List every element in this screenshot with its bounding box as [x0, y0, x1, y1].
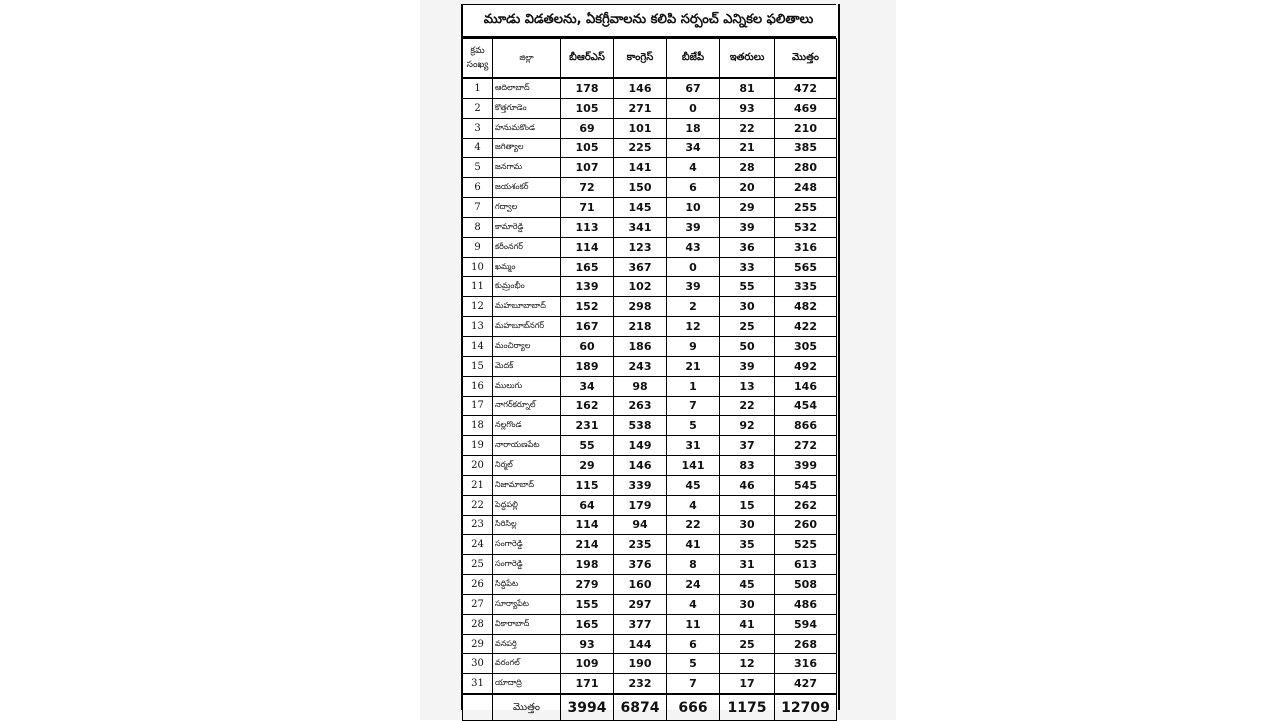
table-row [463, 297, 837, 317]
cell-congress: 298 [614, 297, 667, 317]
cell-bjp: 5 [667, 654, 720, 674]
cell-congress: 102 [614, 277, 667, 297]
cell-total: 316 [775, 654, 837, 674]
cell-total: 146 [775, 376, 837, 396]
cell-congress: 186 [614, 336, 667, 356]
table-row [463, 634, 837, 654]
cell-congress: 377 [614, 614, 667, 634]
cell-sno: 26 [463, 575, 493, 595]
cell-brs: 34 [561, 376, 614, 396]
cell-congress: 271 [614, 98, 667, 118]
cell-sno: 2 [463, 98, 493, 118]
cell-brs: 60 [561, 336, 614, 356]
cell-district: ములుగు [493, 376, 561, 396]
cell-bjp: 8 [667, 555, 720, 575]
table-row [463, 98, 837, 118]
table-row [463, 436, 837, 456]
cell-congress: 235 [614, 535, 667, 555]
cell-district: వికారాబాద్ [493, 614, 561, 634]
cell-total: 525 [775, 535, 837, 555]
cell-others: 29 [720, 198, 775, 218]
cell-congress: 341 [614, 217, 667, 237]
table-row [463, 317, 837, 337]
cell-district: సిద్దిపేట [493, 575, 561, 595]
totals-congress: 6874 [614, 694, 667, 721]
cell-brs: 152 [561, 297, 614, 317]
cell-total: 482 [775, 297, 837, 317]
cell-others: 13 [720, 376, 775, 396]
cell-district: కామారెడ్డి [493, 217, 561, 237]
cell-congress: 146 [614, 456, 667, 476]
cell-bjp: 4 [667, 594, 720, 614]
cell-sno: 15 [463, 356, 493, 376]
table-row [463, 396, 837, 416]
cell-sno: 29 [463, 634, 493, 654]
cell-district: వరంగల్ [493, 654, 561, 674]
cell-total: 545 [775, 475, 837, 495]
cell-bjp: 7 [667, 674, 720, 694]
cell-sno: 27 [463, 594, 493, 614]
cell-others: 83 [720, 456, 775, 476]
cell-brs: 178 [561, 78, 614, 98]
cell-brs: 93 [561, 634, 614, 654]
table-row [463, 257, 837, 277]
table-row [463, 336, 837, 356]
table-row [463, 138, 837, 158]
table-row [463, 118, 837, 138]
cell-district: సంగారెడ్డి [493, 555, 561, 575]
cell-congress: 297 [614, 594, 667, 614]
cell-sno: 24 [463, 535, 493, 555]
cell-others: 55 [720, 277, 775, 297]
cell-total: 316 [775, 237, 837, 257]
cell-others: 92 [720, 416, 775, 436]
header-bjp: బీజేపీ [667, 39, 720, 79]
cell-brs: 167 [561, 317, 614, 337]
table-row [463, 158, 837, 178]
cell-total: 280 [775, 158, 837, 178]
cell-others: 28 [720, 158, 775, 178]
cell-bjp: 67 [667, 78, 720, 98]
cell-district: నల్లగొండ [493, 416, 561, 436]
cell-bjp: 11 [667, 614, 720, 634]
cell-total: 469 [775, 98, 837, 118]
cell-others: 25 [720, 317, 775, 337]
cell-bjp: 39 [667, 217, 720, 237]
cell-others: 30 [720, 594, 775, 614]
cell-sno: 13 [463, 317, 493, 337]
cell-brs: 162 [561, 396, 614, 416]
cell-congress: 98 [614, 376, 667, 396]
header-sno: క్రమ సంఖ్య [463, 39, 493, 79]
cell-brs: 113 [561, 217, 614, 237]
cell-district: నిర్మల్ [493, 456, 561, 476]
cell-district: సూర్యాపేట [493, 594, 561, 614]
cell-others: 12 [720, 654, 775, 674]
cell-sno: 28 [463, 614, 493, 634]
cell-sno: 14 [463, 336, 493, 356]
cell-brs: 115 [561, 475, 614, 495]
cell-brs: 109 [561, 654, 614, 674]
table-row [463, 376, 837, 396]
cell-congress: 146 [614, 78, 667, 98]
cell-others: 41 [720, 614, 775, 634]
cell-bjp: 141 [667, 456, 720, 476]
cell-total: 335 [775, 277, 837, 297]
cell-total: 565 [775, 257, 837, 277]
cell-brs: 214 [561, 535, 614, 555]
cell-district: యాదాద్రి [493, 674, 561, 694]
cell-total: 385 [775, 138, 837, 158]
cell-district: వనపర్తి [493, 634, 561, 654]
cell-sno: 22 [463, 495, 493, 515]
table-row [463, 456, 837, 476]
cell-others: 22 [720, 396, 775, 416]
cell-bjp: 10 [667, 198, 720, 218]
cell-sno: 18 [463, 416, 493, 436]
cell-district: మెదక్ [493, 356, 561, 376]
cell-bjp: 12 [667, 317, 720, 337]
cell-bjp: 7 [667, 396, 720, 416]
cell-congress: 538 [614, 416, 667, 436]
cell-bjp: 6 [667, 178, 720, 198]
cell-total: 210 [775, 118, 837, 138]
cell-district: మహబూబాబాద్ [493, 297, 561, 317]
cell-others: 33 [720, 257, 775, 277]
cell-brs: 279 [561, 575, 614, 595]
cell-total: 260 [775, 515, 837, 535]
cell-congress: 160 [614, 575, 667, 595]
cell-bjp: 34 [667, 138, 720, 158]
cell-congress: 123 [614, 237, 667, 257]
cell-total: 427 [775, 674, 837, 694]
cell-brs: 171 [561, 674, 614, 694]
cell-sno: 11 [463, 277, 493, 297]
cell-bjp: 5 [667, 416, 720, 436]
cell-total: 262 [775, 495, 837, 515]
cell-brs: 72 [561, 178, 614, 198]
cell-bjp: 18 [667, 118, 720, 138]
totals-label: మొత్తం [493, 694, 561, 721]
cell-congress: 339 [614, 475, 667, 495]
table-row [463, 575, 837, 595]
cell-congress: 149 [614, 436, 667, 456]
cell-district: సంగారెడ్డి [493, 535, 561, 555]
cell-congress: 367 [614, 257, 667, 277]
cell-others: 39 [720, 217, 775, 237]
cell-sno: 5 [463, 158, 493, 178]
cell-bjp: 21 [667, 356, 720, 376]
cell-bjp: 43 [667, 237, 720, 257]
cell-bjp: 0 [667, 257, 720, 277]
cell-brs: 139 [561, 277, 614, 297]
cell-district: ఖమ్మం [493, 257, 561, 277]
cell-congress: 190 [614, 654, 667, 674]
cell-brs: 231 [561, 416, 614, 436]
cell-total: 472 [775, 78, 837, 98]
cell-brs: 198 [561, 555, 614, 575]
cell-sno: 6 [463, 178, 493, 198]
cell-total: 486 [775, 594, 837, 614]
table-row [463, 674, 837, 694]
cell-congress: 218 [614, 317, 667, 337]
cell-district: కొత్తగూడెం [493, 98, 561, 118]
cell-bjp: 31 [667, 436, 720, 456]
cell-others: 15 [720, 495, 775, 515]
cell-others: 93 [720, 98, 775, 118]
cell-total: 305 [775, 336, 837, 356]
cell-brs: 114 [561, 237, 614, 257]
table-row [463, 178, 837, 198]
cell-total: 613 [775, 555, 837, 575]
totals-brs: 3994 [561, 694, 614, 721]
cell-sno: 12 [463, 297, 493, 317]
table-row [463, 515, 837, 535]
table-row [463, 614, 837, 634]
cell-congress: 150 [614, 178, 667, 198]
table-row [463, 495, 837, 515]
table-row [463, 654, 837, 674]
cell-district: హనుమకొండ [493, 118, 561, 138]
cell-total: 492 [775, 356, 837, 376]
cell-others: 30 [720, 515, 775, 535]
table-row [463, 475, 837, 495]
cell-brs: 105 [561, 138, 614, 158]
cell-total: 866 [775, 416, 837, 436]
cell-bjp: 41 [667, 535, 720, 555]
cell-district: కుమ్రంభీం [493, 277, 561, 297]
cell-brs: 165 [561, 614, 614, 634]
cell-others: 36 [720, 237, 775, 257]
cell-others: 30 [720, 297, 775, 317]
cell-total: 454 [775, 396, 837, 416]
header-brs: బీఆర్ఎస్ [561, 39, 614, 79]
table-row [463, 535, 837, 555]
cell-congress: 144 [614, 634, 667, 654]
cell-sno: 23 [463, 515, 493, 535]
cell-brs: 189 [561, 356, 614, 376]
cell-bjp: 4 [667, 495, 720, 515]
cell-congress: 141 [614, 158, 667, 178]
cell-total: 594 [775, 614, 837, 634]
cell-sno: 16 [463, 376, 493, 396]
cell-total: 248 [775, 178, 837, 198]
cell-bjp: 24 [667, 575, 720, 595]
cell-congress: 101 [614, 118, 667, 138]
cell-congress: 232 [614, 674, 667, 694]
cell-bjp: 9 [667, 336, 720, 356]
cell-sno: 1 [463, 78, 493, 98]
cell-district: జగిత్యాల [493, 138, 561, 158]
totals-row [463, 694, 837, 721]
cell-district: కరీంనగర్ [493, 237, 561, 257]
totals-blank [463, 694, 493, 721]
table-row [463, 555, 837, 575]
cell-brs: 114 [561, 515, 614, 535]
table-row [463, 78, 837, 98]
cell-congress: 376 [614, 555, 667, 575]
cell-total: 508 [775, 575, 837, 595]
cell-sno: 17 [463, 396, 493, 416]
cell-brs: 69 [561, 118, 614, 138]
cell-sno: 3 [463, 118, 493, 138]
cell-district: నారాయణపేట [493, 436, 561, 456]
cell-bjp: 45 [667, 475, 720, 495]
cell-brs: 55 [561, 436, 614, 456]
cell-district: ఆదిలాబాద్ [493, 78, 561, 98]
table-row [463, 198, 837, 218]
cell-sno: 19 [463, 436, 493, 456]
cell-brs: 105 [561, 98, 614, 118]
cell-others: 20 [720, 178, 775, 198]
cell-brs: 165 [561, 257, 614, 277]
cell-congress: 179 [614, 495, 667, 515]
table-row [463, 237, 837, 257]
cell-district: నిజామాబాద్ [493, 475, 561, 495]
cell-congress: 243 [614, 356, 667, 376]
cell-district: మహబూబ్‌నగర్ [493, 317, 561, 337]
cell-sno: 20 [463, 456, 493, 476]
cell-congress: 145 [614, 198, 667, 218]
cell-brs: 29 [561, 456, 614, 476]
table-row [463, 416, 837, 436]
cell-others: 81 [720, 78, 775, 98]
cell-district: జనగామ [493, 158, 561, 178]
results-table [462, 38, 837, 721]
cell-total: 532 [775, 217, 837, 237]
cell-congress: 225 [614, 138, 667, 158]
cell-total: 272 [775, 436, 837, 456]
cell-brs: 155 [561, 594, 614, 614]
table-row [463, 356, 837, 376]
cell-brs: 107 [561, 158, 614, 178]
cell-total: 422 [775, 317, 837, 337]
cell-bjp: 39 [667, 277, 720, 297]
totals-bjp: 666 [667, 694, 720, 721]
table-row [463, 594, 837, 614]
cell-sno: 9 [463, 237, 493, 257]
cell-district: మంచిర్యాల [493, 336, 561, 356]
cell-district: నాగర్‌కర్నూల్ [493, 396, 561, 416]
table-row [463, 277, 837, 297]
cell-others: 22 [720, 118, 775, 138]
header-others: ఇతరులు [720, 39, 775, 79]
cell-brs: 71 [561, 198, 614, 218]
header-congress: కాంగ్రెస్ [614, 39, 667, 79]
totals-total: 12709 [775, 694, 837, 721]
cell-bjp: 2 [667, 297, 720, 317]
cell-brs: 64 [561, 495, 614, 515]
cell-sno: 10 [463, 257, 493, 277]
cell-district: పెద్దపల్లి [493, 495, 561, 515]
cell-sno: 7 [463, 198, 493, 218]
cell-others: 46 [720, 475, 775, 495]
cell-sno: 25 [463, 555, 493, 575]
cell-district: సిరిసిల్ల [493, 515, 561, 535]
cell-district: గద్వాల [493, 198, 561, 218]
cell-bjp: 0 [667, 98, 720, 118]
cell-others: 31 [720, 555, 775, 575]
cell-others: 35 [720, 535, 775, 555]
cell-others: 45 [720, 575, 775, 595]
cell-total: 399 [775, 456, 837, 476]
cell-sno: 21 [463, 475, 493, 495]
header-row [463, 39, 837, 79]
cell-others: 17 [720, 674, 775, 694]
cell-district: జయశంకర్ [493, 178, 561, 198]
cell-others: 50 [720, 336, 775, 356]
cell-others: 21 [720, 138, 775, 158]
cell-congress: 263 [614, 396, 667, 416]
header-total: మొత్తం [775, 39, 837, 79]
cell-total: 268 [775, 634, 837, 654]
cell-sno: 31 [463, 674, 493, 694]
results-body [463, 78, 837, 694]
cell-others: 37 [720, 436, 775, 456]
cell-bjp: 22 [667, 515, 720, 535]
cell-congress: 94 [614, 515, 667, 535]
cell-bjp: 4 [667, 158, 720, 178]
cell-sno: 4 [463, 138, 493, 158]
table-title: మూడు విడతలను, ఏకగ్రీవాలను కలిపి సర్పంచ్ ఎన్నికల ఫలితాలు [461, 4, 836, 38]
table-row [463, 217, 837, 237]
cell-sno: 30 [463, 654, 493, 674]
cell-bjp: 1 [667, 376, 720, 396]
cell-bjp: 6 [667, 634, 720, 654]
totals-others: 1175 [720, 694, 775, 721]
header-district: జిల్లా [493, 39, 561, 79]
cell-others: 25 [720, 634, 775, 654]
cell-total: 255 [775, 198, 837, 218]
cell-others: 39 [720, 356, 775, 376]
cell-sno: 8 [463, 217, 493, 237]
